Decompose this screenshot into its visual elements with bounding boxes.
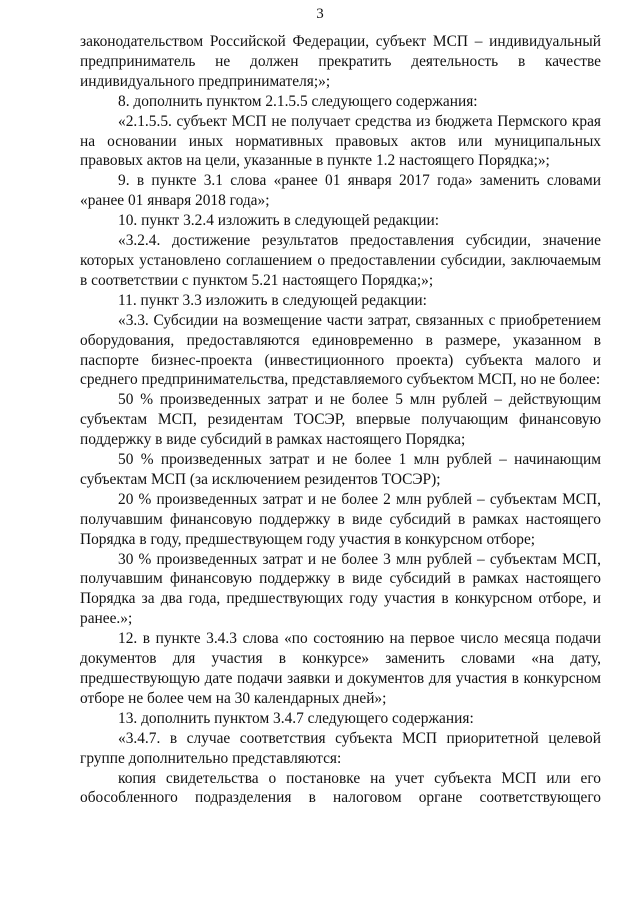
paragraph-item-9: 9. в пункте 3.1 слова «ранее 01 января 2017 года» заменить словами «ранее 01 января 2018 года»; [80, 172, 601, 210]
paragraph-copy-certificate: копия свидетельства о постановке на учет субъекта МСП или его обособленного подразделения в налоговом органе соответствующего [80, 769, 601, 807]
paragraph-item-12: 12. в пункте 3.4.3 слова «по состоянию на первое число месяца подачи документов для участия в конкурсе» заменить словами «на дату, предшествующую дате подачи заявки и документов для участия в конкурсном отборе не более чем на 30 календарных дней»; [80, 630, 601, 707]
document-body [80, 32, 601, 808]
paragraph-3-4-7: «3.4.7. в случае соответствия субъекта МСП приоритетной целевой группе дополнительно представляются: [80, 729, 601, 767]
paragraph-item-8: 8. дополнить пунктом 2.1.5.5 следующего содержания: [118, 92, 478, 110]
paragraph-item-13: 13. дополнить пунктом 3.4.7 следующего содержания: [118, 709, 474, 727]
paragraph-subsidy-50-5mln: 50 % произведенных затрат и не более 5 млн рублей – действующим субъектам МСП, резидентам ТОСЭР, впервые получающим финансовую поддержку в виде субсидий в рамках настоящего Порядка; [80, 391, 601, 449]
paragraph-item-10: 10. пункт 3.2.4 изложить в следующей редакции: [118, 212, 439, 230]
paragraph-continuation: законодательством Российской Федерации, субъект МСП – индивидуальный предприниматель не должен прекратить деятельность в качестве индивидуального предпринимателя;»; [80, 33, 601, 90]
paragraph-subsidy-20-2mln: 20 % произведенных затрат и не более 2 млн рублей – субъектам МСП, получавшим финансовую поддержку в виде субсидий в рамках настоящего Порядка в году, предшествующем году участия в конкурсном отборе; [80, 490, 601, 548]
paragraph-subsidy-50-1mln: 50 % произведенных затрат и не более 1 млн рублей – начинающим субъектам МСП (за исключением резидентов ТОСЭР); [80, 451, 601, 488]
paragraph-subsidy-30-3mln: 30 % произведенных затрат и не более 3 млн рублей – субъектам МСП, получавшим финансовую поддержку в виде субсидий в рамках настоящего Порядка за два года, предшествующих году участия в конкурсном отборе, и ранее.»; [80, 550, 601, 628]
paragraph-2-1-5-5: «2.1.5.5. субъект МСП не получает средства из бюджета Пермского края на основании иных нормативных правовых актов или муниципальных правовых актов на цели, указанные в пункте 1.2 настоящего Порядка;»; [80, 112, 601, 170]
paragraph-3-2-4: «3.2.4. достижение результатов предоставления субсидии, значение которых установлено соглашением о предоставлении субсидии, заключаемым в соответствии с пунктом 5.21 настоящего Порядка;»; [80, 232, 601, 289]
page-number: 3 [316, 6, 324, 22]
paragraph-item-11: 11. пункт 3.3 изложить в следующей редакции: [118, 291, 427, 309]
paragraph-3-3: «3.3. Субсидии на возмещение части затрат, связанных с приобретением оборудования, предоставляются единовременно в размере, указанном в паспорте бизнес-проекта (инвестиционного проекта) субъекта малого и среднего предпринимательства, представляемого субъектом МСП, но не более: [80, 311, 601, 389]
